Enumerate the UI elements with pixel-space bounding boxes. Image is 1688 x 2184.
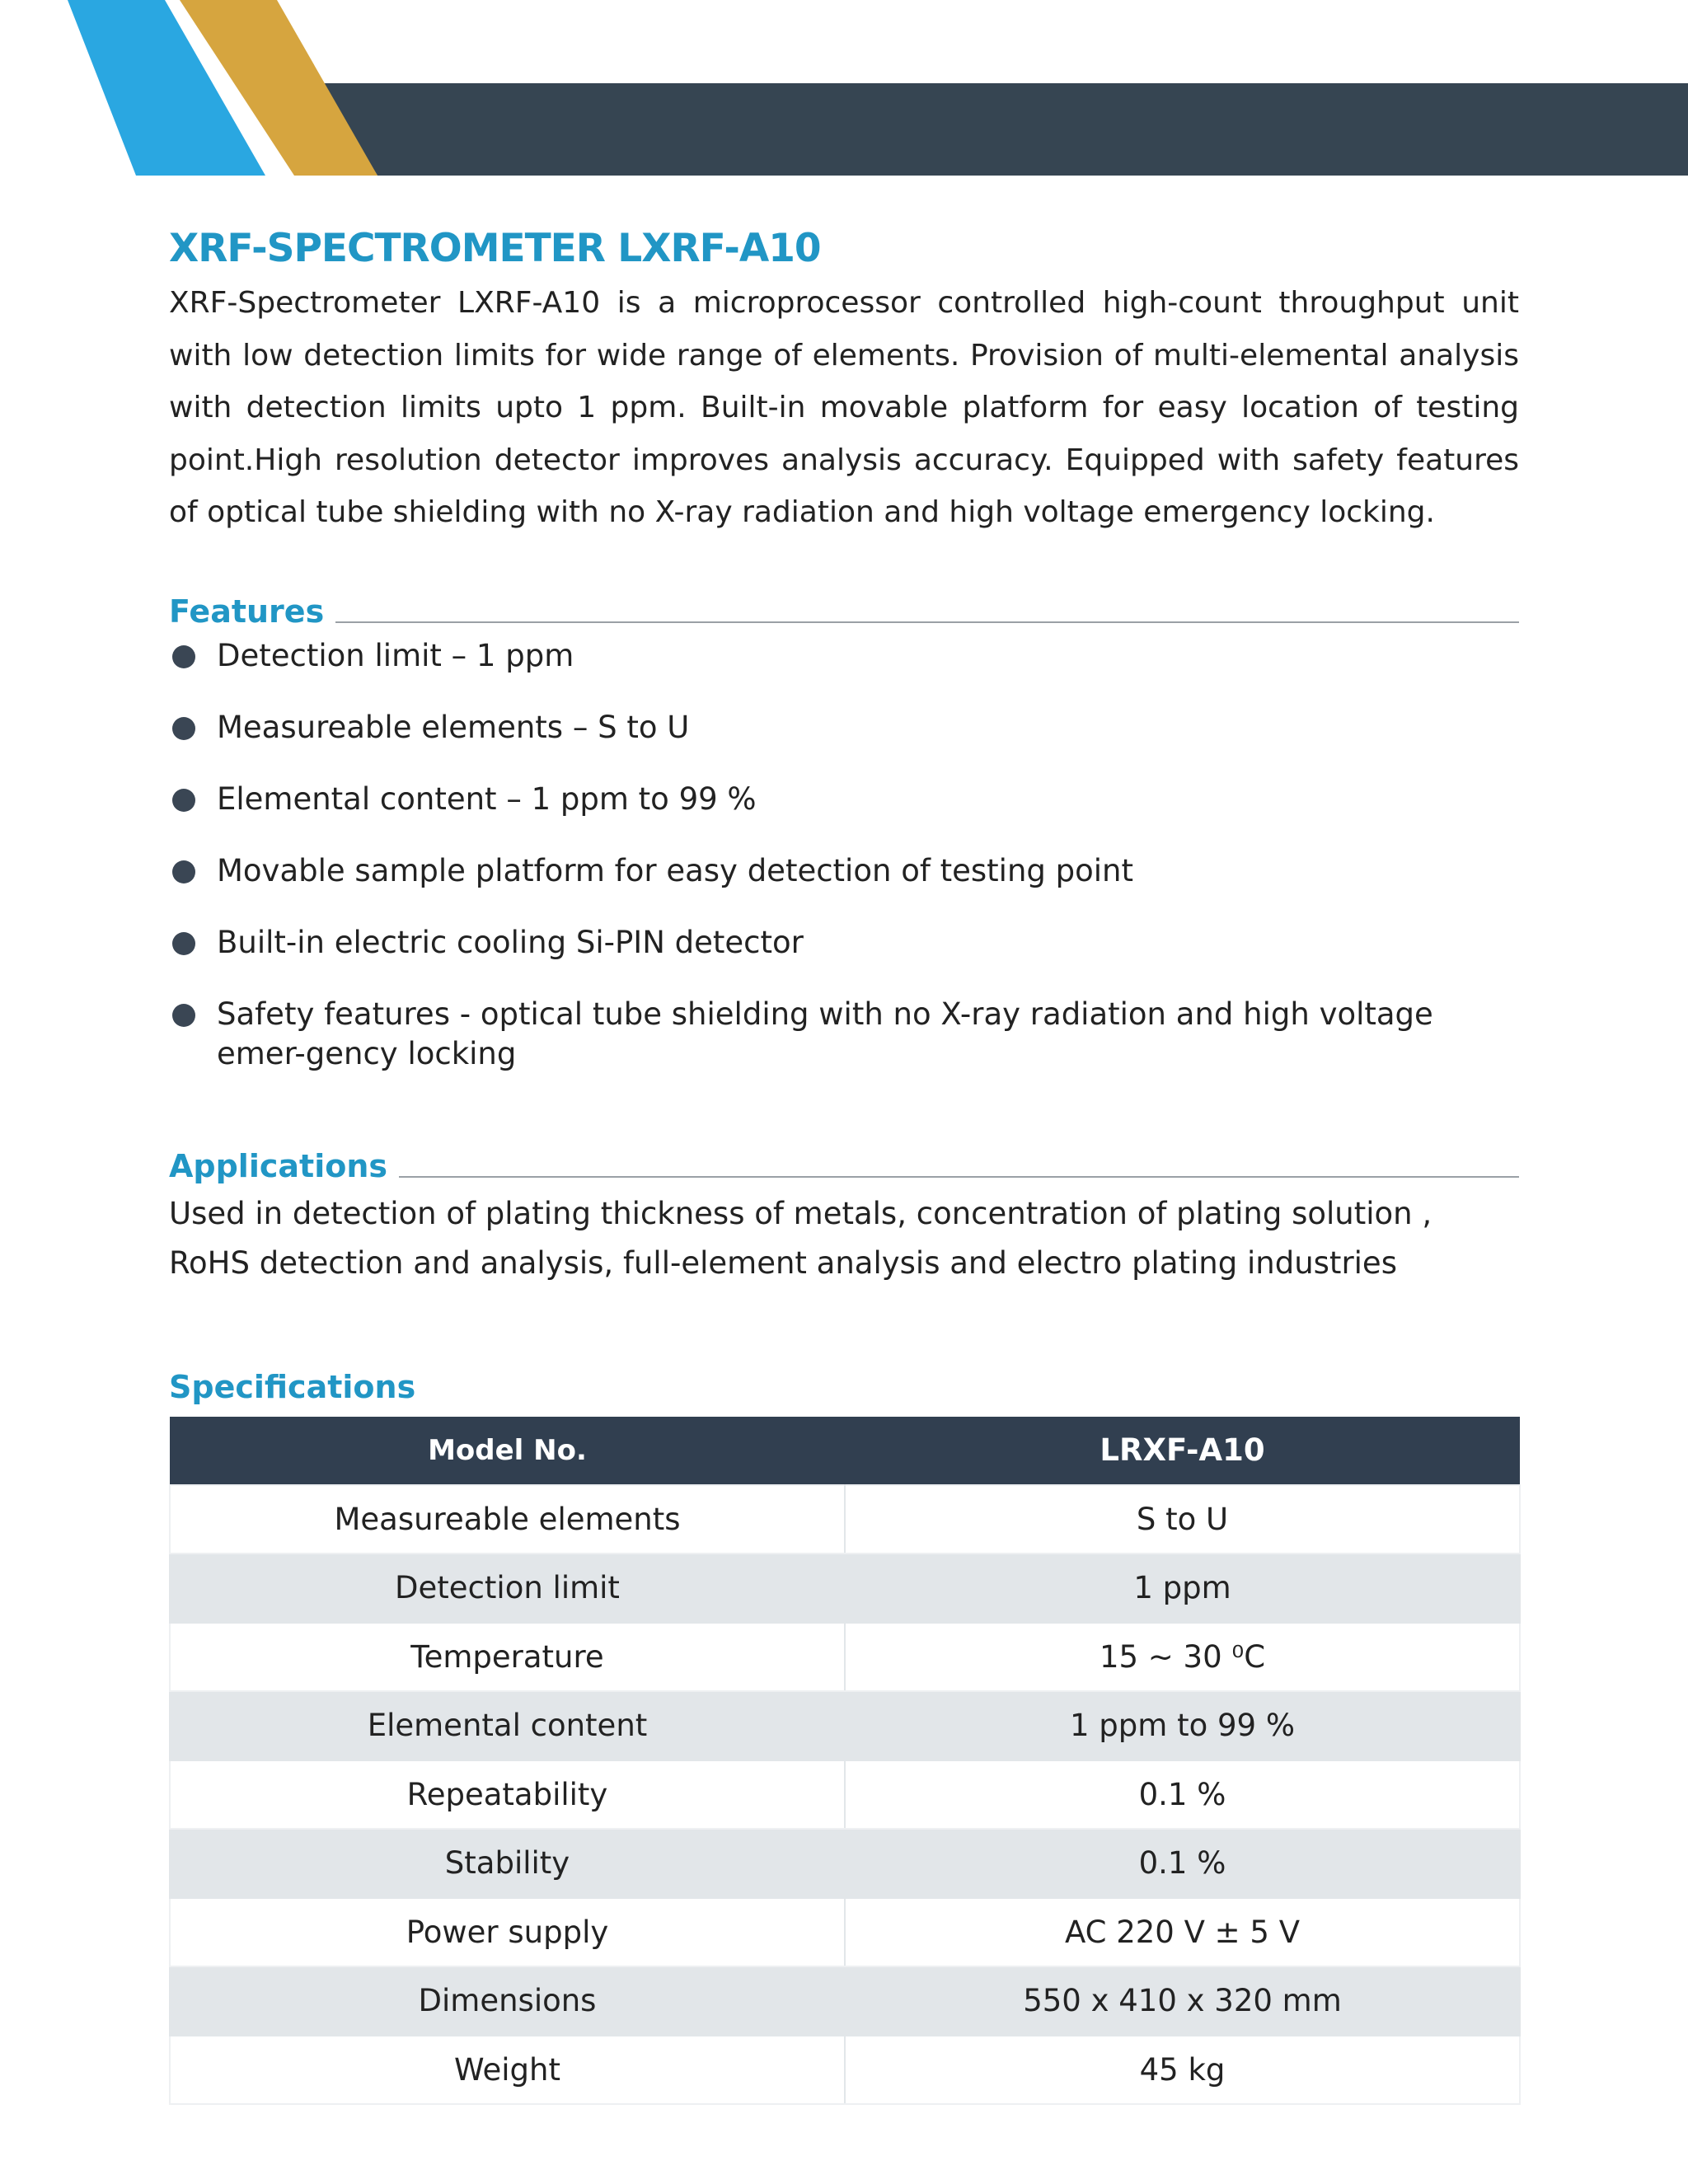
specifications-heading (169, 1369, 1519, 1405)
feature-item (169, 995, 1519, 1074)
feature-item-text: Safety features - optical tube shielding with no X-ray radiation and high voltage emer-gency locking (217, 996, 1433, 1071)
feature-item-text: Built-in electric cooling Si-PIN detector (217, 924, 804, 960)
spec-parameter: Temperature (170, 1623, 845, 1692)
spec-value: 1 ppm to 99 % (845, 1691, 1520, 1760)
specifications-heading-label: Specifications (169, 1368, 416, 1405)
spec-parameter: Power supply (170, 1898, 845, 1967)
feature-item (169, 780, 1519, 819)
table-header-cell: Model No. (170, 1417, 845, 1485)
table-row (170, 1691, 1520, 1760)
spec-parameter: Repeatability (170, 1760, 845, 1830)
feature-item-text: Movable sample platform for easy detection of testing point (217, 852, 1134, 888)
bullet-icon (172, 717, 195, 740)
bullet-icon (172, 932, 195, 955)
spec-value: 0.1 % (845, 1829, 1520, 1898)
feature-item-text: Measureable elements – S to U (217, 709, 690, 745)
spec-value: S to U (845, 1485, 1520, 1554)
header-banner-graphic (0, 0, 1688, 177)
table-row (170, 1760, 1520, 1830)
page-content (169, 223, 1519, 2105)
spec-value: AC 220 V ± 5 V (845, 1898, 1520, 1967)
feature-item-text: Detection limit – 1 ppm (217, 637, 574, 673)
feature-item (169, 636, 1519, 676)
spec-parameter: Detection limit (170, 1554, 845, 1623)
feature-item (169, 851, 1519, 891)
applications-heading (169, 1148, 1519, 1184)
table-row (170, 1966, 1520, 2036)
feature-list (169, 636, 1519, 1074)
table-header-row (170, 1417, 1520, 1485)
spec-value: 15 ~ 30 ⁰C (845, 1623, 1520, 1692)
features-heading-label: Features (169, 593, 325, 630)
spec-parameter: Elemental content (170, 1691, 845, 1760)
product-title: XRF-SPECTROMETER LXRF-A10 (169, 226, 821, 271)
spec-parameter: Dimensions (170, 1966, 845, 2036)
applications-heading-rule (399, 1176, 1519, 1178)
table-row (170, 1829, 1520, 1898)
spec-value: 0.1 % (845, 1760, 1520, 1830)
spec-value: 45 kg (845, 2036, 1520, 2105)
table-row (170, 2036, 1520, 2105)
features-heading-rule (335, 621, 1519, 623)
product-intro: XRF-Spectrometer LXRF-A10 is a microprocessor controlled high-count throughput unit with low detection limits for wide range of elements. Provision of multi-elemental analysis with detection limits upto 1 ppm. Built-in movable platform for easy location of testing point.High resolution detector improves analysis accuracy. Equipped with safety features of optical tube shielding with no X-ray radiation and high voltage emergency locking. (169, 286, 1519, 529)
spec-parameter: Weight (170, 2036, 845, 2105)
feature-item (169, 923, 1519, 963)
table-row (170, 1554, 1520, 1623)
feature-item (169, 708, 1519, 748)
spec-value: 1 ppm (845, 1554, 1520, 1623)
bullet-icon (172, 1004, 195, 1027)
header-dark-band (321, 83, 1688, 176)
feature-item-text: Elemental content – 1 ppm to 99 % (217, 780, 757, 817)
specifications-table (169, 1417, 1521, 2106)
spec-parameter: Stability (170, 1829, 845, 1898)
table-row (170, 1623, 1520, 1692)
bullet-icon (172, 645, 195, 668)
table-header-cell: LRXF-A10 (845, 1417, 1520, 1485)
bullet-icon (172, 789, 195, 812)
table-row (170, 1485, 1520, 1554)
spec-parameter: Measureable elements (170, 1485, 845, 1554)
bullet-icon (172, 860, 195, 883)
applications-text: Used in detection of plating thickness of metals, concentration of plating solution , RoHS detection and analysis, full-element analysis and electro plating industries (169, 1195, 1432, 1281)
table-row (170, 1898, 1520, 1967)
applications-heading-label: Applications (169, 1147, 387, 1184)
spec-value: 550 x 410 x 320 mm (845, 1966, 1520, 2036)
features-heading (169, 593, 1519, 630)
